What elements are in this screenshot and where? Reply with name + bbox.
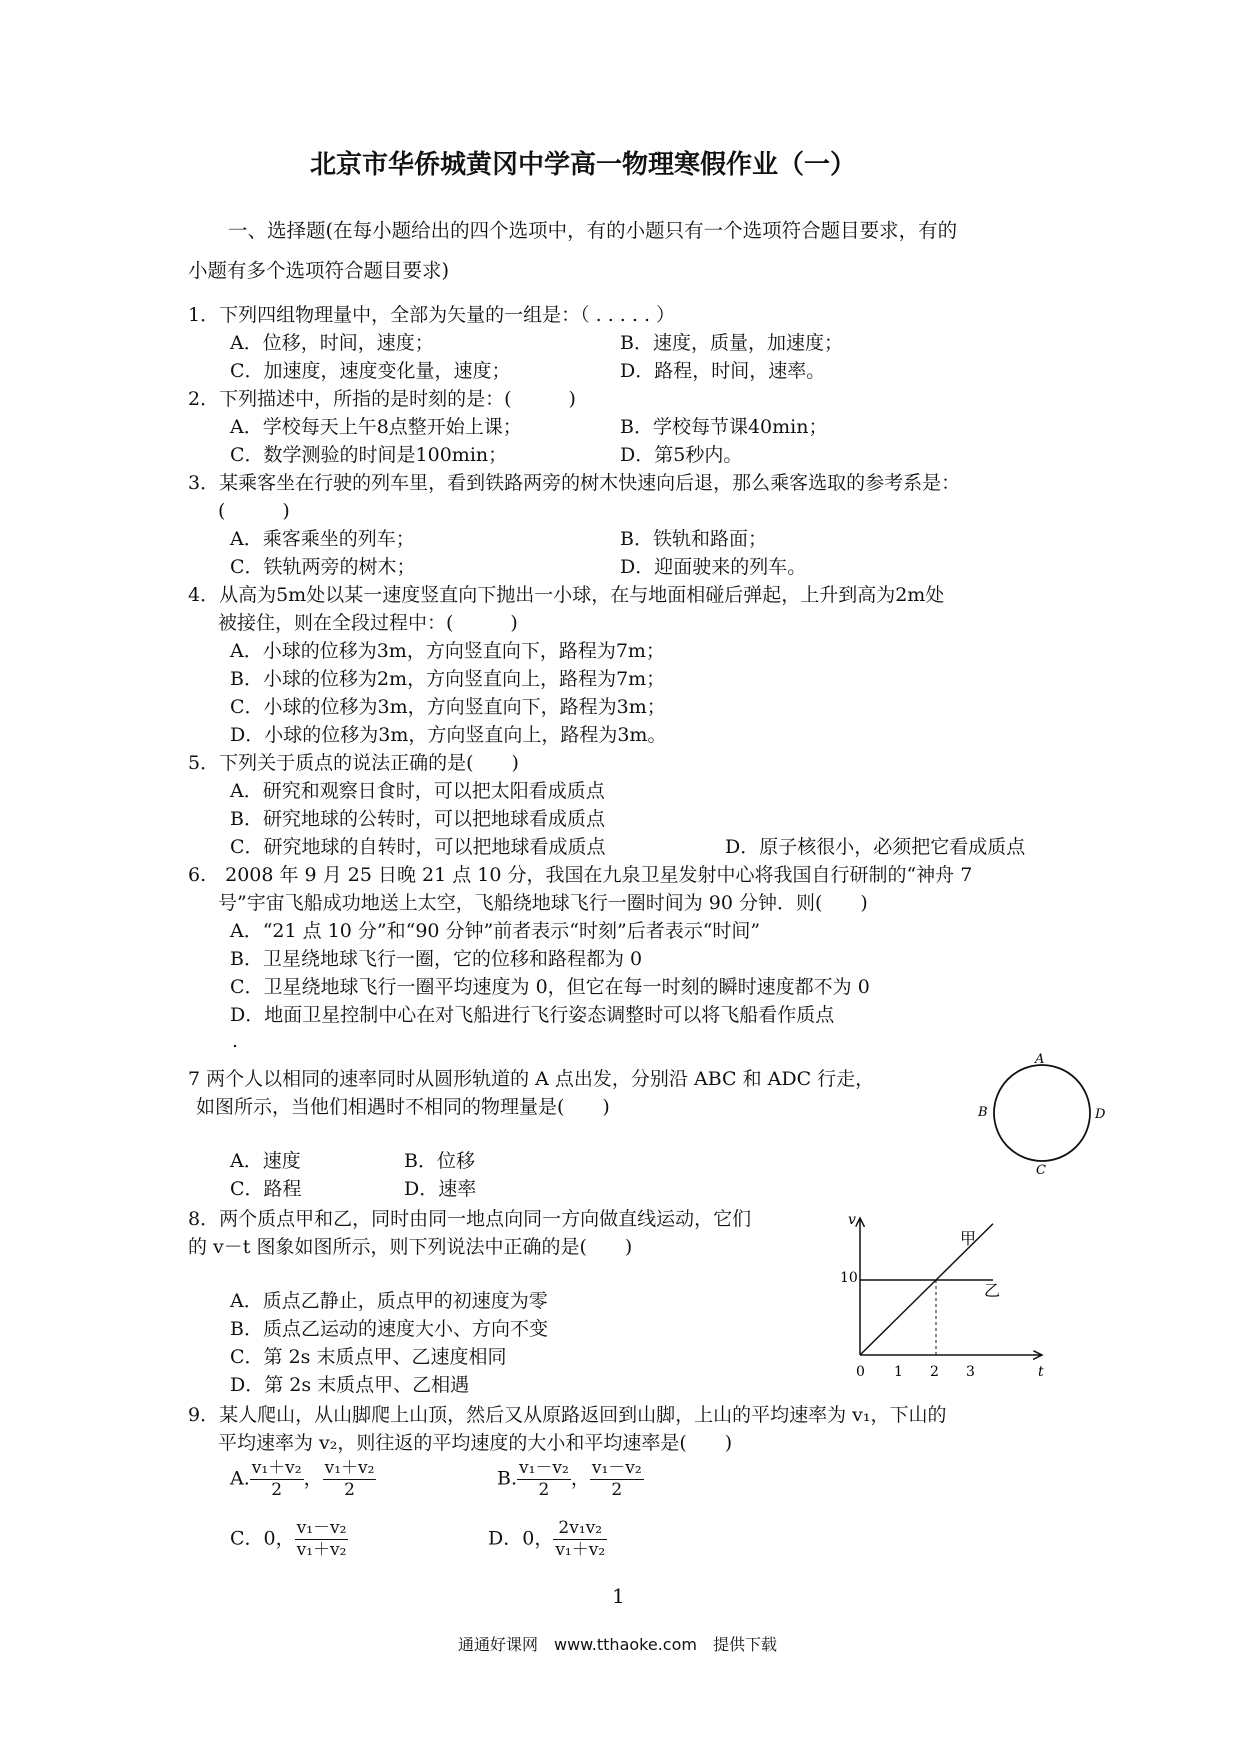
numerator: 2v₁v₂	[553, 1518, 607, 1540]
q8-option-c: C．第 2s 末质点甲、乙速度相同	[230, 1346, 507, 1368]
q9-stem-line2: 平均速率为 v₂，则往返的平均速度的大小和平均速率是( )	[218, 1432, 733, 1454]
q4-stem-line2: 被接住，则在全段过程中：( )	[218, 612, 518, 634]
q7-option-a: A．速度	[230, 1150, 301, 1172]
series-line-jia	[860, 1224, 993, 1355]
q9-option-b	[497, 1458, 644, 1501]
page-number: 1	[612, 1584, 625, 1608]
page-title: 北京市华侨城黄冈中学高一物理寒假作业（一）	[310, 150, 857, 180]
q9-option-c	[230, 1518, 348, 1561]
q4-option-a: A．小球的位移为3m，方向竖直向下，路程为7m；	[230, 640, 665, 662]
q7-option-b: B．位移	[404, 1150, 475, 1172]
fraction	[250, 1458, 304, 1501]
q3-option-a: A．乘客乘坐的列车；	[230, 528, 415, 550]
q7-stem-line2: 如图所示，当他们相遇时不相同的物理量是( )	[196, 1096, 610, 1118]
q1-option-a: A．位移，时间，速度；	[230, 332, 434, 354]
q2-option-d: D．第5秒内。	[620, 444, 743, 466]
q4-option-b: B．小球的位移为2m，方向竖直向上，路程为7m；	[230, 668, 666, 690]
q6-stray-dot: .	[232, 1030, 239, 1052]
section-heading-line1: 一、选择题(在每小题给出的四个选项中，有的小题只有一个选项符合题目要求，有的	[228, 219, 958, 242]
q9-option-d	[488, 1518, 607, 1561]
numerator: v₁＋v₂	[324, 1458, 375, 1478]
q2-option-a: A．学校每天上午8点整开始上课；	[230, 416, 522, 438]
q2-option-c: C．数学测验的时间是100min；	[230, 444, 508, 466]
circle-track	[994, 1065, 1090, 1161]
denominator: 2	[611, 1480, 623, 1500]
q5-option-d: D．原子核很小，必须把它看成质点	[725, 836, 1026, 858]
q8-option-a: A．质点乙静止，质点甲的初速度为零	[230, 1290, 548, 1312]
q4-stem-line1: 4．从高为5m处以某一速度竖直向下抛出一小球，在与地面相碰后弹起，上升到高为2m处	[188, 584, 945, 606]
q7-option-d: D．速率	[404, 1178, 477, 1200]
fraction	[590, 1458, 644, 1501]
y-tick-10: 10	[840, 1270, 858, 1286]
y-axis-label: v	[848, 1212, 856, 1228]
x-tick-3: 3	[966, 1364, 975, 1380]
point-d-label: D	[1095, 1107, 1106, 1122]
q5-option-b: B．研究地球的公转时，可以把地球看成质点	[230, 808, 605, 830]
q4-option-d: D．小球的位移为3m，方向竖直向上，路程为3m。	[230, 724, 667, 746]
series-label-jia: 甲	[960, 1229, 977, 1248]
separator: ，	[303, 1467, 323, 1490]
q7-option-c: C．路程	[230, 1178, 302, 1200]
q5-stem: 5．下列关于质点的说法正确的是( )	[188, 752, 519, 774]
q3-option-c: C．铁轨两旁的树木；	[230, 556, 416, 578]
numerator: v₁－v₂	[519, 1458, 569, 1478]
q8-option-b: B．质点乙运动的速度大小、方向不变	[230, 1318, 548, 1340]
vt-graph	[840, 1210, 1055, 1385]
point-a-label: A	[1035, 1052, 1045, 1067]
footer-text: 通通好课网 www.tthaoke.com 提供下载	[458, 1635, 777, 1654]
q1-option-b: B．速度，质量，加速度；	[620, 332, 843, 354]
q6-stem-line1: 6. 2008 年 9 月 25 日晚 21 点 10 分，我国在九泉卫星发射中心将我国自行研制的“神舟 7	[188, 864, 973, 886]
q2-option-b: B．学校每节课40min；	[620, 416, 828, 438]
x-tick-2: 2	[930, 1364, 939, 1380]
q9-option-c-label: C．0，	[230, 1527, 295, 1550]
q8-stem-line1: 8．两个质点甲和乙，同时由同一地点向同一方向做直线运动，它们	[188, 1208, 752, 1230]
q9-option-b-label: B.	[497, 1467, 518, 1490]
q8-option-d: D．第 2s 末质点甲、乙相遇	[230, 1374, 470, 1396]
x-tick-0: 0	[856, 1364, 865, 1380]
fraction	[323, 1458, 377, 1501]
q9-option-a-label: A.	[230, 1467, 250, 1490]
q6-option-b: B．卫星绕地球飞行一圈，它的位移和路程都为 0	[230, 948, 643, 970]
q3-option-d: D．迎面驶来的列车。	[620, 556, 807, 578]
q3-stem-line1: 3．某乘客坐在行驶的列车里，看到铁路两旁的树木快速向后退，那么乘客选取的参考系是：	[188, 472, 961, 494]
q9-stem-line1: 9．某人爬山，从山脚爬上山顶，然后又从原路返回到山脚，上山的平均速率为 v₁，下山的	[188, 1404, 947, 1426]
q9-option-d-label: D．0，	[488, 1527, 554, 1550]
q1-option-c: C．加速度，速度变化量，速度；	[230, 360, 511, 382]
fraction	[295, 1518, 349, 1561]
numerator: v₁－v₂	[591, 1458, 642, 1478]
q6-option-d: D．地面卫星控制中心在对飞船进行飞行姿态调整时可以将飞船看作质点	[230, 1004, 835, 1026]
q3-option-b: B．铁轨和路面；	[620, 528, 767, 550]
x-axis-label: t	[1038, 1364, 1044, 1380]
fraction	[517, 1458, 571, 1501]
numerator: v₁－v₂	[296, 1518, 347, 1538]
point-c-label: C	[1036, 1163, 1046, 1177]
q7-stem-line1: 7 两个人以相同的速率同时从圆形轨道的 A 点出发，分别沿 ABC 和 ADC 行走，	[188, 1068, 875, 1090]
series-label-yi: 乙	[984, 1281, 1001, 1300]
numerator: v₁＋v₂	[251, 1458, 302, 1478]
q6-option-c: C．卫星绕地球飞行一圈平均速度为 0，但它在每一时刻的瞬时速度都不为 0	[230, 976, 870, 998]
q5-option-c: C．研究地球的自转时，可以把地球看成质点	[230, 836, 606, 858]
q3-stem-line2: ( )	[218, 500, 290, 522]
circle-track-figure	[975, 1052, 1110, 1177]
q2-stem: 2．下列描述中，所指的是时刻的是：( )	[188, 388, 576, 410]
denominator: 2	[344, 1480, 355, 1500]
section-heading-line2: 小题有多个选项符合题目要求)	[188, 259, 450, 282]
q6-option-a: A．“21 点 10 分”和“90 分钟”前者表示“时刻”后者表示“时间”	[230, 920, 761, 942]
x-tick-1: 1	[894, 1364, 903, 1380]
denominator: v₁＋v₂	[555, 1540, 606, 1560]
q6-stem-line2: 号”宇宙飞船成功地送上太空，飞船绕地球飞行一圈时间为 90 分钟．则( )	[218, 892, 868, 914]
point-b-label: B	[978, 1105, 988, 1120]
q5-option-a: A．研究和观察日食时，可以把太阳看成质点	[230, 780, 605, 802]
q9-option-a	[230, 1458, 376, 1501]
q1-stem: 1．下列四组物理量中，全部为矢量的一组是：（ . . . . . ）	[188, 304, 676, 326]
q8-stem-line2: 的 v－t 图象如图所示，则下列说法中正确的是( )	[188, 1236, 633, 1258]
q4-option-c: C．小球的位移为3m，方向竖直向下，路程为3m；	[230, 696, 666, 718]
denominator: v₁＋v₂	[296, 1540, 347, 1560]
q1-option-d: D．路程，时间，速率。	[620, 360, 826, 382]
denominator: 2	[538, 1480, 550, 1500]
fraction	[553, 1518, 607, 1561]
separator: ，	[570, 1467, 590, 1490]
denominator: 2	[271, 1480, 283, 1500]
